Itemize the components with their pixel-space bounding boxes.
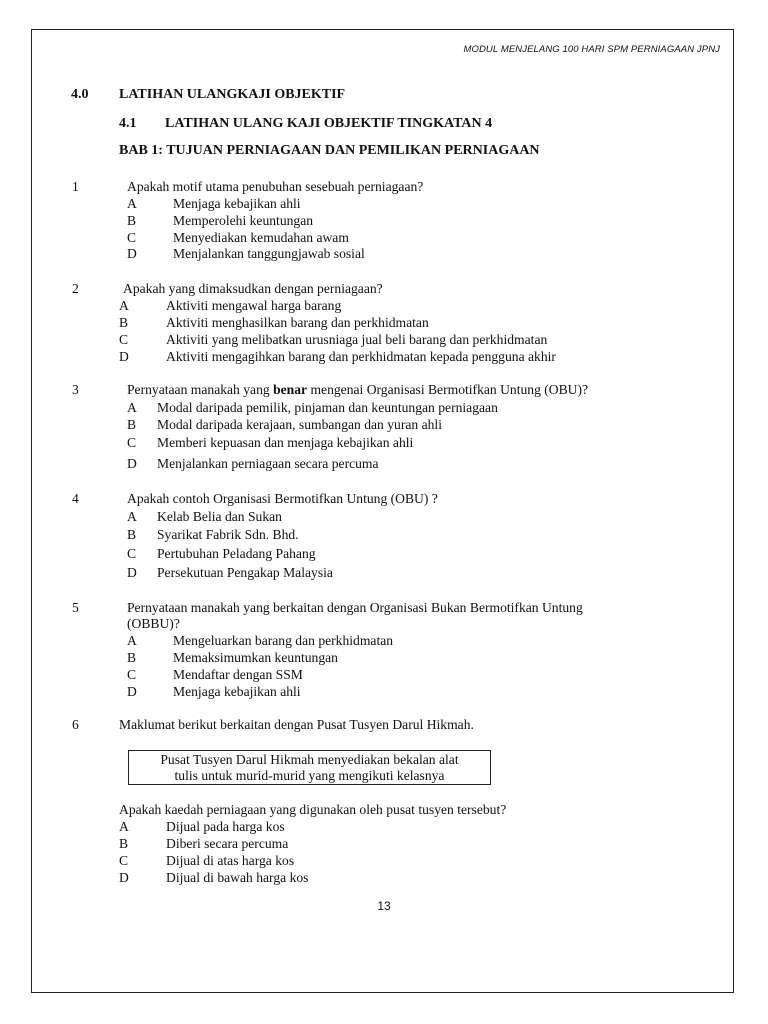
question-text-end: mengenai Organisasi Bermotifkan Untung (OBU)? xyxy=(307,382,589,397)
option-letter: B xyxy=(127,417,137,432)
option-letter: C xyxy=(127,435,137,450)
option-text: Menjaga kebajikan ahli xyxy=(173,684,301,699)
option-letter: A xyxy=(127,400,137,415)
option-letter: A xyxy=(119,819,129,834)
question-number: 5 xyxy=(72,600,79,615)
info-box xyxy=(128,750,491,785)
option-text: Dijual di bawah harga kos xyxy=(166,870,309,885)
option-text: Memperolehi keuntungan xyxy=(173,213,314,228)
option-text: Modal daripada pemilik, pinjaman dan keuntungan perniagaan xyxy=(157,400,498,415)
option-text: Modal daripada kerajaan, sumbangan dan yuran ahli xyxy=(157,417,442,432)
option-letter: A xyxy=(119,298,129,313)
question-text: Apakah contoh Organisasi Bermotifkan Untung (OBU) ? xyxy=(127,491,438,506)
option-text: Dijual di atas harga kos xyxy=(166,853,295,868)
option-letter: A xyxy=(127,509,137,524)
option-text: Mengeluarkan barang dan perkhidmatan xyxy=(173,633,394,648)
option-text: Mendaftar dengan SSM xyxy=(173,667,303,682)
chapter-title: BAB 1: TUJUAN PERNIAGAAN DAN PEMILIKAN PERNIAGAAN xyxy=(119,143,540,158)
option-text: Menjalankan tanggungjawab sosial xyxy=(173,246,365,261)
question-text xyxy=(127,381,588,398)
option-letter: B xyxy=(127,213,137,228)
question-text: Apakah motif utama penubuhan sesebuah perniagaan? xyxy=(127,179,424,194)
info-box-line-1: Pusat Tusyen Darul Hikmah menyediakan bekalan alat xyxy=(160,752,459,767)
question-stimulus-intro: Maklumat berikut berkaitan dengan Pusat Tusyen Darul Hikmah. xyxy=(119,717,474,732)
option-text: Persekutuan Pengakap Malaysia xyxy=(157,565,333,580)
option-letter: D xyxy=(127,456,137,471)
option-text: Diberi secara percuma xyxy=(166,836,289,851)
option-letter: A xyxy=(127,196,137,211)
question-number: 6 xyxy=(72,717,79,732)
option-text: Kelab Belia dan Sukan xyxy=(157,509,282,524)
option-letter: B xyxy=(127,527,137,542)
option-text: Memberi kepuasan dan menjaga kebajikan ahli xyxy=(157,435,414,450)
question-number: 4 xyxy=(72,491,79,506)
subsection-title: LATIHAN ULANG KAJI OBJEKTIF TINGKATAN 4 xyxy=(165,116,493,131)
option-letter: D xyxy=(119,870,129,885)
option-text: Aktiviti yang melibatkan urusniaga jual beli barang dan perkhidmatan xyxy=(166,332,548,347)
option-letter: C xyxy=(127,667,137,682)
option-letter: D xyxy=(119,349,129,364)
option-letter: C xyxy=(119,332,129,347)
option-text: Aktiviti mengawal harga barang xyxy=(166,298,342,313)
section-number: 4.0 xyxy=(71,87,89,102)
option-letter: B xyxy=(119,315,129,330)
question-number: 2 xyxy=(72,281,79,296)
option-letter: C xyxy=(127,546,137,561)
option-letter: C xyxy=(119,853,129,868)
question-text: Apakah kaedah perniagaan yang digunakan oleh pusat tusyen tersebut? xyxy=(119,802,507,817)
option-text: Dijual pada harga kos xyxy=(166,819,285,834)
option-letter: D xyxy=(127,684,137,699)
option-text: Pertubuhan Peladang Pahang xyxy=(157,546,316,561)
option-letter: C xyxy=(127,230,137,245)
subsection-number: 4.1 xyxy=(119,116,137,131)
option-text: Menjaga kebajikan ahli xyxy=(173,196,301,211)
option-text: Memaksimumkan keuntungan xyxy=(173,650,338,665)
option-text: Menyediakan kemudahan awam xyxy=(173,230,349,245)
info-box-line-2: tulis untuk murid-murid yang mengikuti kelasnya xyxy=(174,768,445,783)
option-text: Syarikat Fabrik Sdn. Bhd. xyxy=(157,527,299,542)
question-text-line-2: (OBBU)? xyxy=(127,616,180,631)
option-letter: B xyxy=(119,836,129,851)
option-letter: D xyxy=(127,246,137,261)
option-text: Menjalankan perniagaan secara percuma xyxy=(157,456,379,471)
question-number: 1 xyxy=(72,179,79,194)
question-text: Apakah yang dimaksudkan dengan perniagaan? xyxy=(123,281,383,296)
option-text: Aktiviti mengagihkan barang dan perkhidmatan kepada pengguna akhir xyxy=(166,349,556,364)
option-letter: B xyxy=(127,650,137,665)
page-number: 13 xyxy=(377,899,391,913)
option-letter: A xyxy=(127,633,137,648)
question-text-emphasis: benar xyxy=(273,382,308,397)
option-text: Aktiviti menghasilkan barang dan perkhidmatan xyxy=(166,315,429,330)
question-number: 3 xyxy=(72,382,79,397)
question-text-line-1: Pernyataan manakah yang berkaitan dengan Organisasi Bukan Bermotifkan Untung xyxy=(127,600,583,615)
question-text-start: Pernyataan manakah yang xyxy=(127,382,274,397)
section-title: LATIHAN ULANGKAJI OBJEKTIF xyxy=(119,87,346,102)
option-letter: D xyxy=(127,565,137,580)
running-header: MODUL MENJELANG 100 HARI SPM PERNIAGAAN JPNJ xyxy=(463,44,720,55)
